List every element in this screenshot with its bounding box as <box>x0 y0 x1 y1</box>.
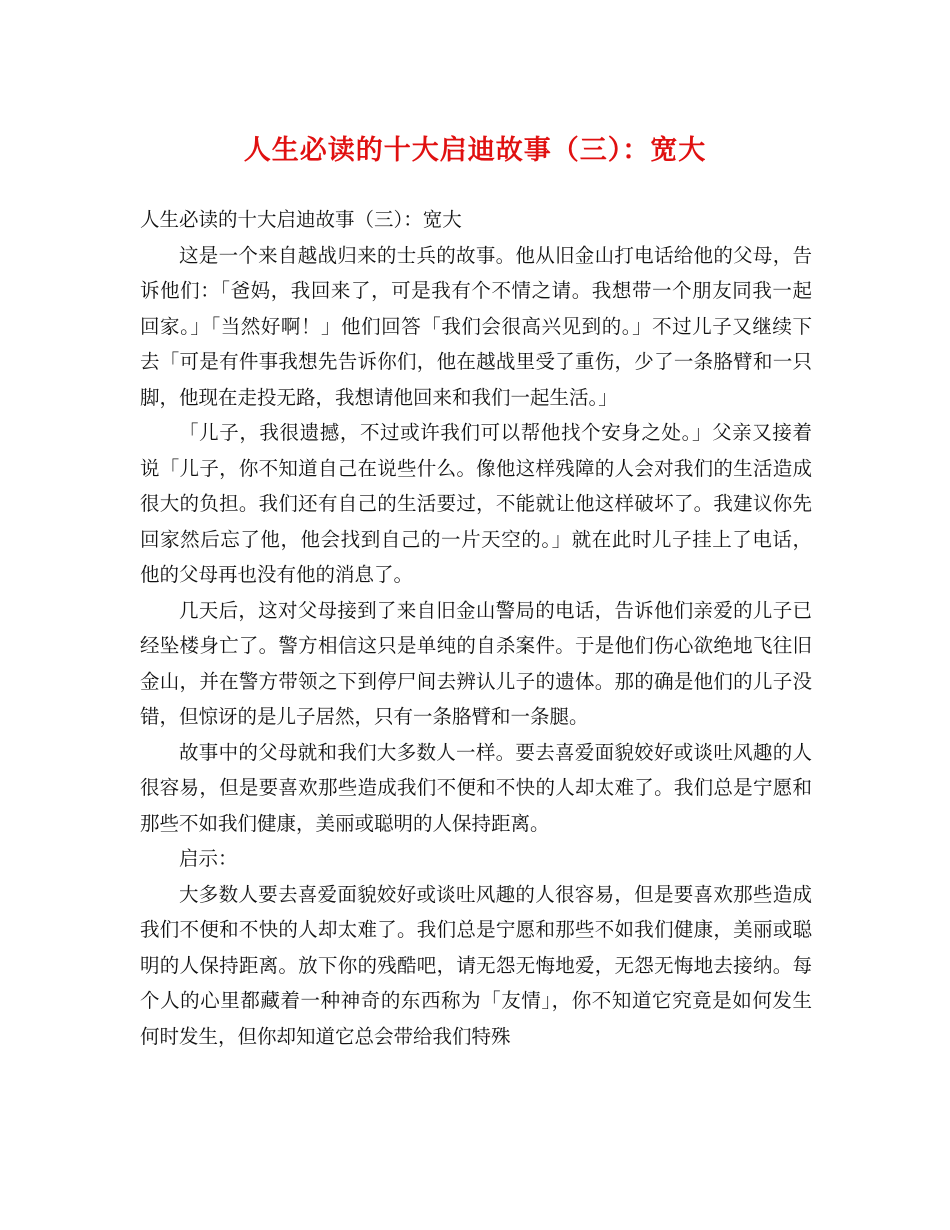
document-title: 人生必读的十大启迪故事（三）：宽大 <box>243 135 707 166</box>
paragraph: 大多数人要去喜爱面貌姣好或谈吐风趣的人很容易，但是要喜欢那些造成我们不便和不快的人却太难了。我们总是宁愿和那些不如我们健康，美丽或聪明的人保持距离。放下你的残酷吧，请无怨无悔地爱，无怨无悔地去接纳。每个人的心里都藏着一种神奇的东西称为「友情」，你不知道它究竟是如何发生何时发生，但你却知道它总会带给我们特殊 <box>140 882 812 1048</box>
paragraph: 几天后，这对父母接到了来自旧金山警局的电话，告诉他们亲爱的儿子已经坠楼身亡了。警方相信这只是单纯的自杀案件。于是他们伤心欲绝地飞往旧金山，并在警方带领之下到停尸间去辨认儿子的遗体。那的确是他们的儿子没错，但惊讶的是儿子居然，只有一条胳臂和一条腿。 <box>140 598 812 728</box>
document-subtitle: 人生必读的十大启迪故事（三）：宽大 <box>140 208 462 231</box>
document-body <box>140 202 812 1054</box>
section-heading: 启示： <box>179 847 238 870</box>
paragraph: 故事中的父母就和我们大多数人一样。要去喜爱面貌姣好或谈吐风趣的人很容易，但是要喜欢那些造成我们不便和不快的人却太难了。我们总是宁愿和那些不如我们健康，美丽或聪明的人保持距离。 <box>140 740 812 835</box>
paragraph: 「儿子，我很遗撼，不过或许我们可以帮他找个安身之处。」父亲又接着说「儿子，你不知道自己在说些什么。像他这样残障的人会对我们的生活造成很大的负担。我们还有自己的生活要过，不能就让他这样破坏了。我建议你先回家然后忘了他，他会找到自己的一片天空的。」就在此时儿子挂上了电话，他的父母再也没有他的消息了。 <box>140 421 812 586</box>
paragraph: 这是一个来自越战归来的士兵的故事。他从旧金山打电话给他的父母，告诉他们：「爸妈，我回来了，可是我有个不情之请。我想带一个朋友同我一起回家。」「当然好啊！」他们回答「我们会很高兴见到的。」不过儿子又继续下去「可是有件事我想先告诉你们，他在越战里受了重伤，少了一条胳臂和一只脚，他现在走投无路，我想请他回来和我们一起生活。」 <box>140 243 812 409</box>
